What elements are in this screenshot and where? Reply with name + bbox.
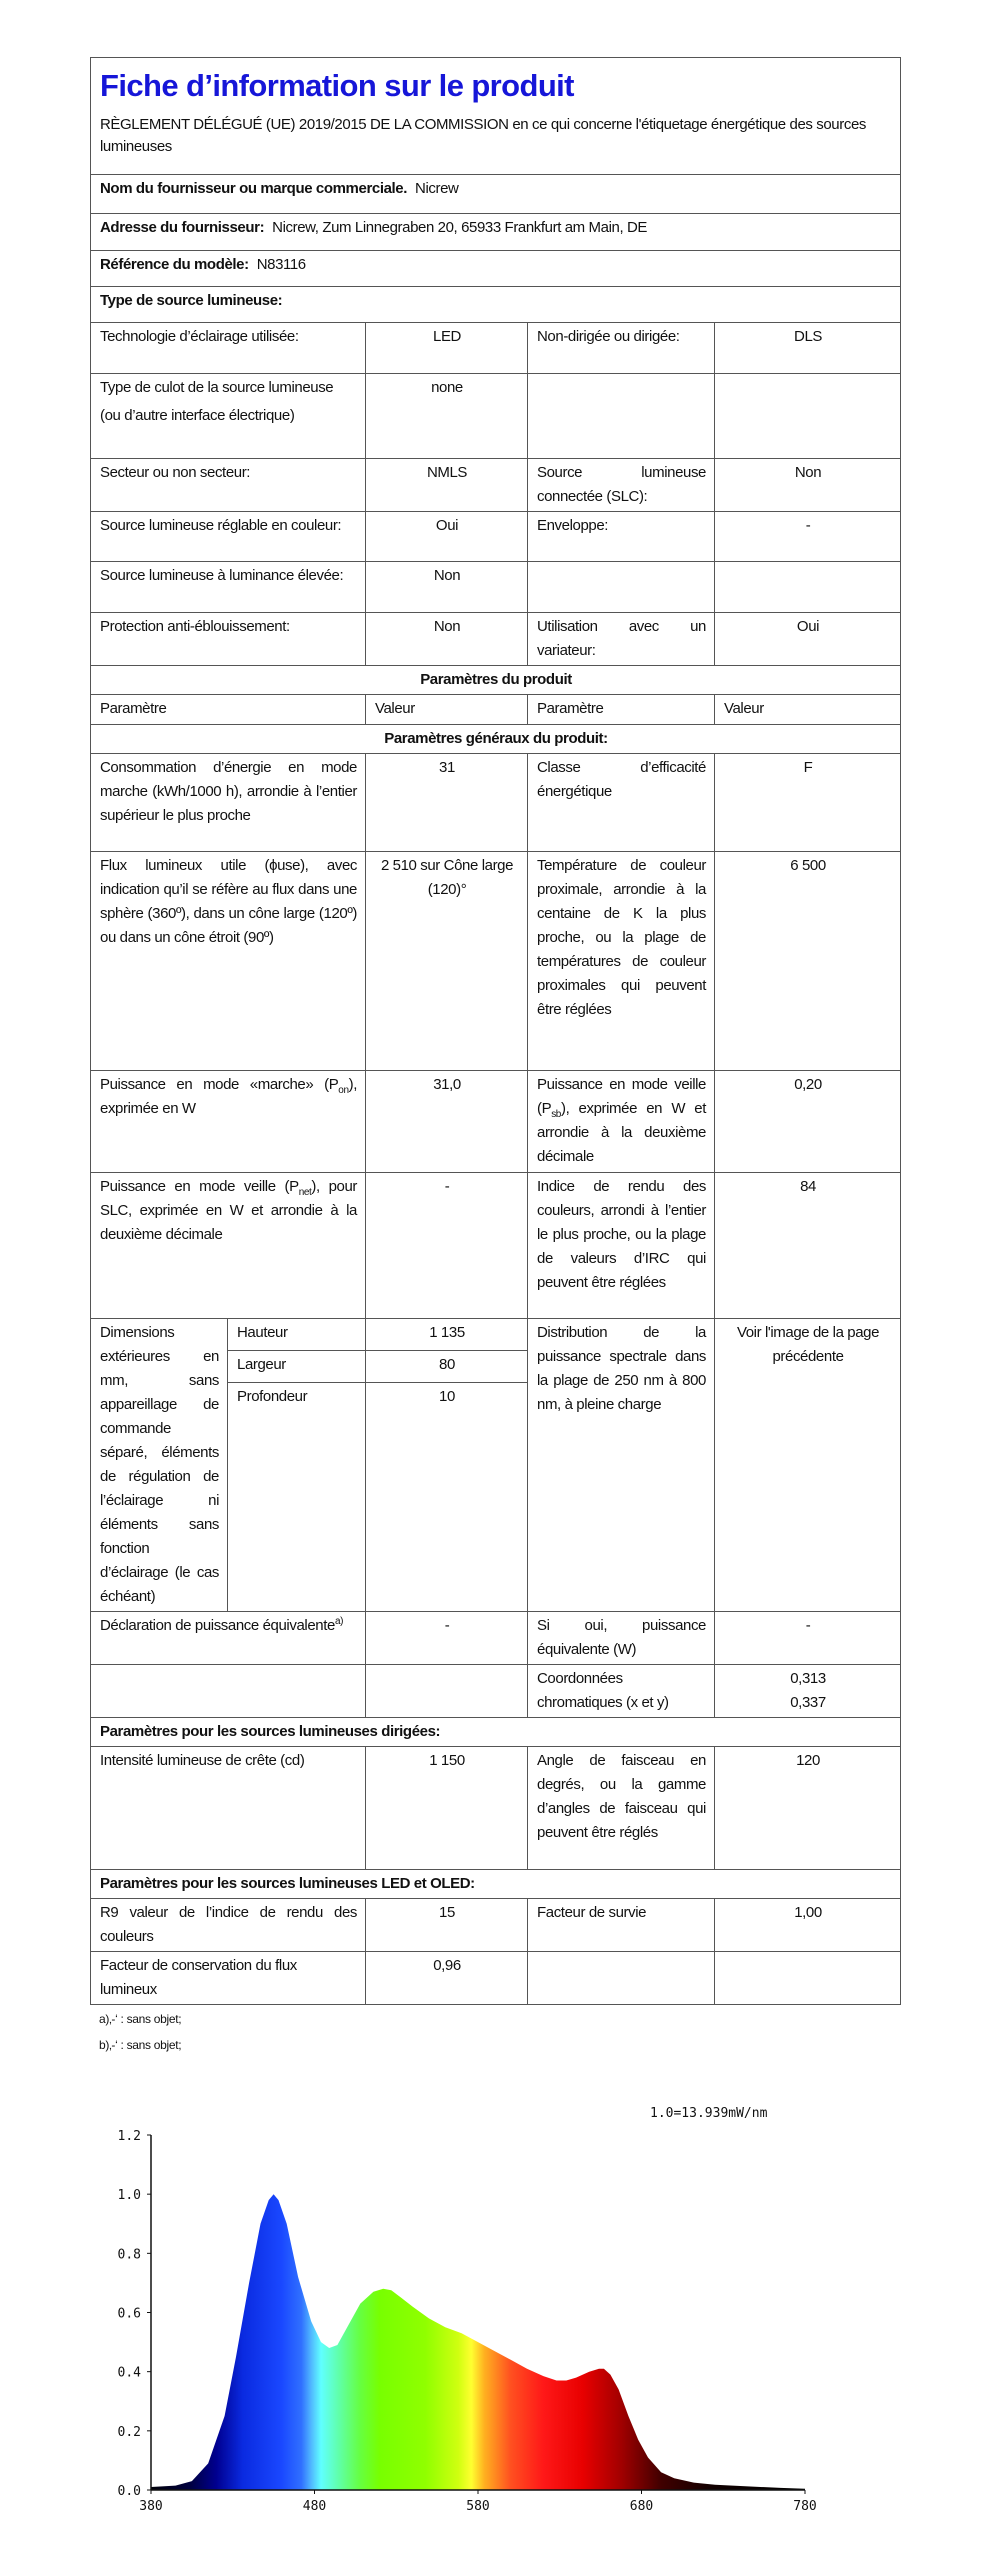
param-label xyxy=(91,1612,366,1665)
param-label xyxy=(91,1071,366,1173)
footnote-b: b)‚-‘ : sans objet; xyxy=(99,2038,182,2052)
param-value: 31,0 xyxy=(366,1071,528,1173)
label-text: Puissance en mode veille (P xyxy=(537,1076,706,1117)
table-row xyxy=(91,1071,901,1173)
chart-container xyxy=(0,2077,900,2547)
empty-cell xyxy=(366,1665,528,1718)
page-title: Fiche d’information sur le produit xyxy=(100,68,574,103)
param-value: NMLS xyxy=(366,459,528,512)
param-label: Si oui, puissance équivalente (W) xyxy=(528,1612,715,1665)
directional-heading: Paramètres pour les sources lumineuses dirigées: xyxy=(91,1718,901,1747)
param-label: Technologie d’éclairage utilisée: xyxy=(91,323,366,374)
table-row xyxy=(91,323,901,374)
param-value: Non xyxy=(715,459,901,512)
param-label: Distribution de la puissance spectrale dans la plage de 250 nm à 800 nm, à pleine charge xyxy=(528,1319,715,1612)
regulation-text: RÈGLEMENT DÉLÉGUÉ (UE) 2019/2015 DE LA COMMISSION en ce qui concerne l'étiquetage énergétique des sources lumineuses xyxy=(100,116,866,155)
param-value: 6 500 xyxy=(715,852,901,1071)
table-row xyxy=(91,1665,901,1718)
x-tick-label: 780 xyxy=(793,2499,817,2514)
param-label: Intensité lumineuse de crête (cd) xyxy=(91,1747,366,1870)
table-row xyxy=(91,459,901,512)
param-label: Protection anti-éblouissement: xyxy=(91,613,366,666)
table-row xyxy=(91,613,901,666)
empty-cell xyxy=(528,562,715,613)
dimension-value: 1 135 xyxy=(366,1319,528,1351)
label-text: ), pour SLC, exprimée en W et arrondie à la deuxième décimale xyxy=(100,1178,357,1243)
param-label: Non-dirigée ou dirigée: xyxy=(528,323,715,374)
footnote-a: a)‚-‘ : sans objet; xyxy=(99,2012,182,2026)
table-row xyxy=(91,1899,901,1952)
x-tick-label: 580 xyxy=(466,2499,490,2514)
param-value: 1 150 xyxy=(366,1747,528,1870)
param-value xyxy=(715,1665,901,1718)
param-value: Oui xyxy=(715,613,901,666)
param-value: 0,96 xyxy=(366,1952,528,2005)
subscript: sb xyxy=(551,1109,561,1120)
param-value: Oui xyxy=(366,512,528,562)
table-row xyxy=(91,1612,901,1665)
param-label: Utilisation avec un variateur: xyxy=(528,613,715,666)
dimension-value: 10 xyxy=(366,1382,528,1611)
col-header-value: Valeur xyxy=(366,695,528,725)
table-row xyxy=(91,1319,901,1351)
subscript: on xyxy=(338,1085,349,1096)
empty-cell xyxy=(715,374,901,459)
param-label xyxy=(528,1071,715,1173)
param-label: Source lumineuse réglable en couleur: xyxy=(91,512,366,562)
subscript: net xyxy=(298,1187,312,1198)
param-label: Coordonnées chromatiques (x et y) xyxy=(528,1665,715,1718)
led-heading: Paramètres pour les sources lumineuses LED et OLED: xyxy=(91,1870,901,1899)
param-label: Indice de rendu des couleurs, arrondi à l’entier le plus proche, ou la plage de valeurs d’IRC qui peuvent être réglées xyxy=(528,1173,715,1319)
empty-cell xyxy=(528,374,715,459)
param-label: Type de culot de la source lumineuse xyxy=(100,379,334,396)
y-tick-label: 0.2 xyxy=(117,2424,141,2440)
param-value: none xyxy=(366,374,528,459)
table-row xyxy=(91,1952,901,2005)
footnote-ref: a) xyxy=(334,1616,344,1627)
product-table xyxy=(90,57,901,2005)
param-value: Voir l'image de la page précédente xyxy=(715,1319,901,1612)
dimension-label: Profondeur xyxy=(228,1382,366,1611)
param-label: Consommation d’énergie en mode marche (kWh/1000 h), arrondie à l’entier supérieur le plus proche xyxy=(91,754,366,852)
supplier-name: Nicrew xyxy=(415,180,459,197)
empty-cell xyxy=(715,562,901,613)
empty-cell xyxy=(91,1665,366,1718)
param-value: 120 xyxy=(715,1747,901,1870)
param-value: - xyxy=(715,1612,901,1665)
supplier-name-label: Nom du fournisseur ou marque commerciale. xyxy=(100,180,408,197)
col-header-param: Paramètre xyxy=(91,695,366,725)
empty-cell xyxy=(528,1952,715,2005)
param-value: 2 510 sur Cône large (120)° xyxy=(366,852,528,1071)
y-tick-label: 0.6 xyxy=(117,2306,141,2322)
param-label-note: (ou d’autre interface électrique) xyxy=(100,407,295,424)
x-tick-label: 680 xyxy=(629,2499,654,2514)
param-label: Dimensions extérieures en mm, sans appareillage de commande séparé, éléments de régulation de l’éclairage ni éléments sans fonction d’éclairage (le cas échéant) xyxy=(91,1319,228,1612)
param-value: Non xyxy=(366,613,528,666)
param-value: 31 xyxy=(366,754,528,852)
table-row xyxy=(91,754,901,852)
model-label: Référence du modèle: xyxy=(100,256,249,273)
source-type-heading: Type de source lumineuse: xyxy=(91,287,901,323)
table-row xyxy=(91,374,901,459)
label-text: Puissance en mode veille (P xyxy=(100,1178,299,1195)
param-value: - xyxy=(366,1612,528,1665)
param-label: Source lumineuse connectée (SLC): xyxy=(528,459,715,512)
col-header-value: Valeur xyxy=(715,695,901,725)
dimension-label: Hauteur xyxy=(228,1319,366,1351)
param-value: F xyxy=(715,754,901,852)
param-label: Température de couleur proximale, arrondie à la centaine de K la plus proche, ou la plage de températures de couleur proximales qui peuvent être réglées xyxy=(528,852,715,1071)
param-label: Facteur de conservation du flux lumineux xyxy=(91,1952,366,2005)
param-label: Source lumineuse à luminance élevée: xyxy=(91,562,366,613)
label-text: ), exprimée en W xyxy=(100,1076,357,1117)
param-value: DLS xyxy=(715,323,901,374)
param-value: 15 xyxy=(366,1899,528,1952)
dimension-label: Largeur xyxy=(228,1351,366,1382)
table-row xyxy=(91,1173,901,1319)
x-tick-label: 380 xyxy=(139,2499,163,2514)
x-tick-label: 480 xyxy=(302,2499,327,2514)
y-tick-label: 0.8 xyxy=(117,2247,141,2263)
product-params-heading: Paramètres du produit xyxy=(91,666,901,695)
param-value: - xyxy=(715,512,901,562)
param-value: LED xyxy=(366,323,528,374)
footnotes xyxy=(90,2011,900,2053)
spectrum-area xyxy=(151,2194,805,2490)
table-row xyxy=(91,562,901,613)
param-label: Flux lumineux utile (ϕuse), avec indication qu’il se réfère au flux dans une sphère (360º), dans un cône large (120º) ou dans un cône étroit (90º) xyxy=(91,852,366,1071)
param-value: Non xyxy=(366,562,528,613)
supplier-address: Nicrew, Zum Linnegraben 20, 65933 Frankfurt am Main, DE xyxy=(272,219,648,236)
dimension-value: 80 xyxy=(366,1351,528,1382)
y-tick-label: 0.0 xyxy=(117,2484,141,2499)
supplier-address-label: Adresse du fournisseur: xyxy=(100,219,265,236)
label-text: Déclaration de puissance équivalente xyxy=(100,1617,335,1634)
col-header-param: Paramètre xyxy=(528,695,715,725)
param-value: 0,20 xyxy=(715,1071,901,1173)
table-row xyxy=(91,512,901,562)
chroma-x: 0,313 xyxy=(790,1670,826,1687)
param-label: Classe d’efficacité énergétique xyxy=(528,754,715,852)
y-tick-label: 0.4 xyxy=(117,2365,141,2381)
y-tick-label: 1.2 xyxy=(117,2129,141,2144)
label-text: Puissance en mode «marche» (P xyxy=(100,1076,339,1093)
param-value: 84 xyxy=(715,1173,901,1319)
table-row xyxy=(91,852,901,1071)
general-params-heading: Paramètres généraux du produit: xyxy=(91,725,901,754)
param-label: Enveloppe: xyxy=(528,512,715,562)
model-reference: N83116 xyxy=(256,256,306,273)
param-label xyxy=(91,1173,366,1319)
param-label: Angle de faisceau en degrés, ou la gamme d’angles de faisceau qui peuvent être réglés xyxy=(528,1747,715,1870)
param-value: 1,00 xyxy=(715,1899,901,1952)
label-text: ), exprimée en W et arrondie à la deuxième décimale xyxy=(537,1100,706,1165)
chart-annotation: 1.0=13.939mW/nm xyxy=(650,2106,768,2121)
spectral-distribution-chart xyxy=(0,2077,985,2547)
param-value: - xyxy=(366,1173,528,1319)
param-label: Facteur de survie xyxy=(528,1899,715,1952)
chroma-y: 0,337 xyxy=(790,1694,826,1711)
y-tick-label: 1.0 xyxy=(117,2188,141,2204)
param-label: Secteur ou non secteur: xyxy=(91,459,366,512)
table-row xyxy=(91,1747,901,1870)
param-label: R9 valeur de l’indice de rendu des couleurs xyxy=(91,1899,366,1952)
empty-cell xyxy=(715,1952,901,2005)
